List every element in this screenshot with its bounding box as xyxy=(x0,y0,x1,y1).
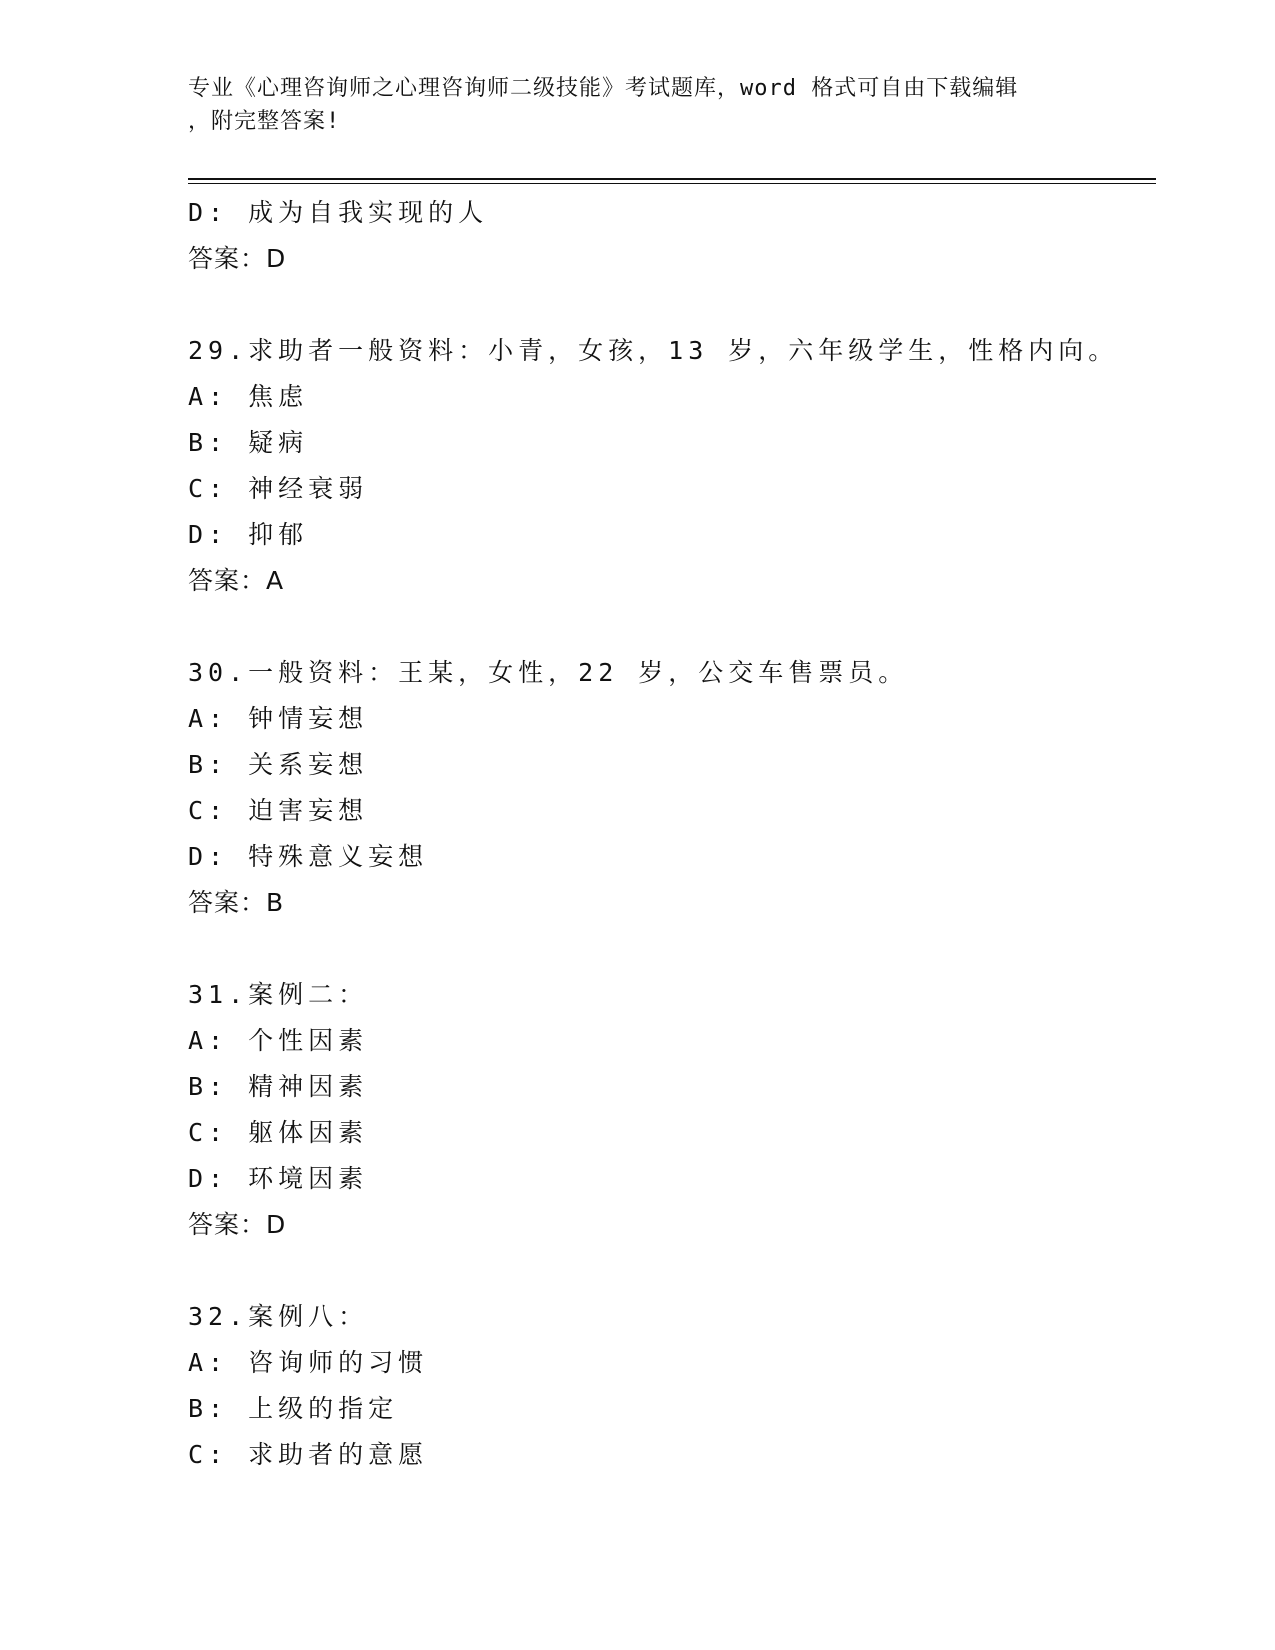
option-b: B: 疑病 xyxy=(188,428,309,457)
answer-line: 答案：A xyxy=(188,566,285,595)
option-c: C: 迫害妄想 xyxy=(188,796,369,825)
answer-line: 答案：D xyxy=(188,244,287,273)
document-header: 专业《心理咨询师之心理咨询师二级技能》考试题库，word 格式可自由下载编辑 ，附完整答案! xyxy=(188,76,1019,134)
question-30 xyxy=(188,650,1148,926)
answer-line: 答案：B xyxy=(188,888,285,917)
question-stem: 32.案例八： xyxy=(188,1302,369,1331)
question-32 xyxy=(188,1294,1148,1478)
option-a: A: 咨询师的习惯 xyxy=(188,1348,429,1377)
option-a: A: 焦虑 xyxy=(188,382,309,411)
option-b: B: 关系妄想 xyxy=(188,750,369,779)
question-31 xyxy=(188,972,1148,1248)
header-rule-thick xyxy=(188,178,1156,180)
option-c: C: 躯体因素 xyxy=(188,1118,369,1147)
option-d: D: 成为自我实现的人 xyxy=(188,198,489,227)
option-d: D: 抑郁 xyxy=(188,520,309,549)
answer-line: 答案：D xyxy=(188,1210,287,1239)
question-stem: 29.求助者一般资料：小青，女孩，13 岁，六年级学生，性格内向。 xyxy=(188,336,1119,365)
question-stem: 31.案例二： xyxy=(188,980,369,1009)
question-stem: 30.一般资料：王某，女性，22 岁，公交车售票员。 xyxy=(188,658,909,687)
spacer xyxy=(188,1248,1148,1294)
question-29 xyxy=(188,328,1148,604)
option-a: A: 个性因素 xyxy=(188,1026,369,1055)
option-d: D: 特殊意义妄想 xyxy=(188,842,429,871)
option-c: C: 神经衰弱 xyxy=(188,474,369,503)
spacer xyxy=(188,604,1148,650)
option-d: D: 环境因素 xyxy=(188,1164,369,1193)
spacer xyxy=(188,282,1148,328)
question-list xyxy=(188,190,1148,1478)
option-b: B: 精神因素 xyxy=(188,1072,369,1101)
option-a: A: 钟情妄想 xyxy=(188,704,369,733)
option-b: B: 上级的指定 xyxy=(188,1394,399,1423)
header-rule-thin xyxy=(188,183,1156,184)
option-c: C: 求助者的意愿 xyxy=(188,1440,429,1469)
spacer xyxy=(188,926,1148,972)
